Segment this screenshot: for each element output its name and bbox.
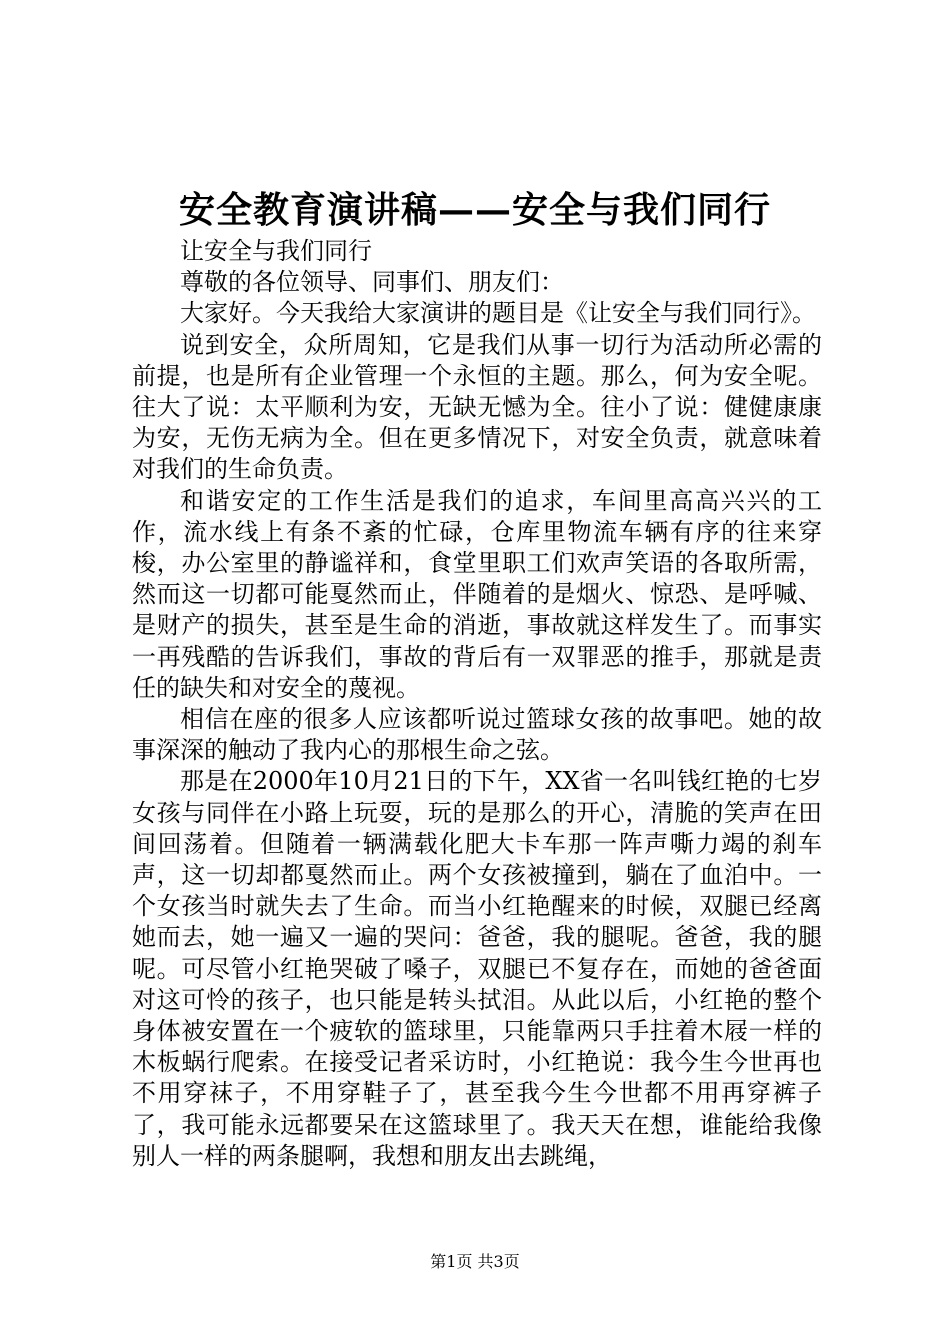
page-number-footer: 第1页 共3页 bbox=[430, 1252, 520, 1271]
paragraph-basketball-girl-intro: 相信在座的很多人应该都听说过篮球女孩的故事吧。她的故事深深的触动了我内心的那根生命之弦。 bbox=[132, 705, 822, 765]
paragraph-salutation: 尊敬的各位领导、同事们、朋友们： bbox=[180, 268, 564, 297]
paragraph-harmony: 和谐安定的工作生活是我们的追求，车间里高高兴兴的工作，流水线上有条不紊的忙碌，仓库里物流车辆有序的往来穿梭，办公室里的静谧祥和，食堂里职工们欢声笑语的各取所需，然而这一切都可能戛然而止，伴随着的是烟火、惊恐、是呼喊、是财产的损失，甚至是生命的消逝，事故就这样发生了。而事实一再残酷的告诉我们，事故的背后有一双罪恶的推手，那就是责任的缺失和对安全的蔑视。 bbox=[132, 486, 822, 702]
document-body bbox=[132, 236, 822, 1172]
paragraph-safety-definition: 说到安全，众所周知，它是我们从事一切行为活动所必需的前提，也是所有企业管理一个永恒的主题。那么，何为安全呢。往大了说：太平顺利为安，无缺无憾为全。往小了说：健健康康为安，无伤无病为全。但在更多情况下，对安全负责，就意味着对我们的生命负责。 bbox=[132, 330, 822, 484]
paragraph-greeting: 大家好。今天我给大家演讲的题目是《让安全与我们同行》。 bbox=[180, 299, 816, 328]
document-title: 安全教育演讲稿——安全与我们同行 bbox=[178, 189, 771, 231]
paragraph-subtitle: 让安全与我们同行 bbox=[180, 237, 372, 265]
paragraph-basketball-girl-story: 那是在2000年10月21日的下午，XX省一名叫钱红艳的七岁女孩与同伴在小路上玩耍，玩的是那么的开心，清脆的笑声在田间回荡着。但随着一辆满载化肥大卡车那一阵声嘶力竭的刹车声，这一切却都戛然而止。两个女孩被撞到，躺在了血泊中。一个女孩当时就失去了生命。而当小红艳醒来的时候，双腿已经离她而去，她一遍又一遍的哭问：爸爸，我的腿呢。爸爸，我的腿呢。可尽管小红艳哭破了嗓子，双腿已不复存在，而她的爸爸面对这可怜的孩子，也只能是转头拭泪。从此以后，小红艳的整个身体被安置在一个疲软的篮球里，只能靠两只手拄着木屐一样的木板蜗行爬索。在接受记者采访时，小红艳说：我今生今世再也不用穿袜子，不用穿鞋子了，甚至我今生今世都不用再穿裤子了，我可能永远都要呆在这篮球里了。我天天在想，谁能给我像别人一样的两条腿啊，我想和朋友出去跳绳， bbox=[132, 767, 822, 1170]
